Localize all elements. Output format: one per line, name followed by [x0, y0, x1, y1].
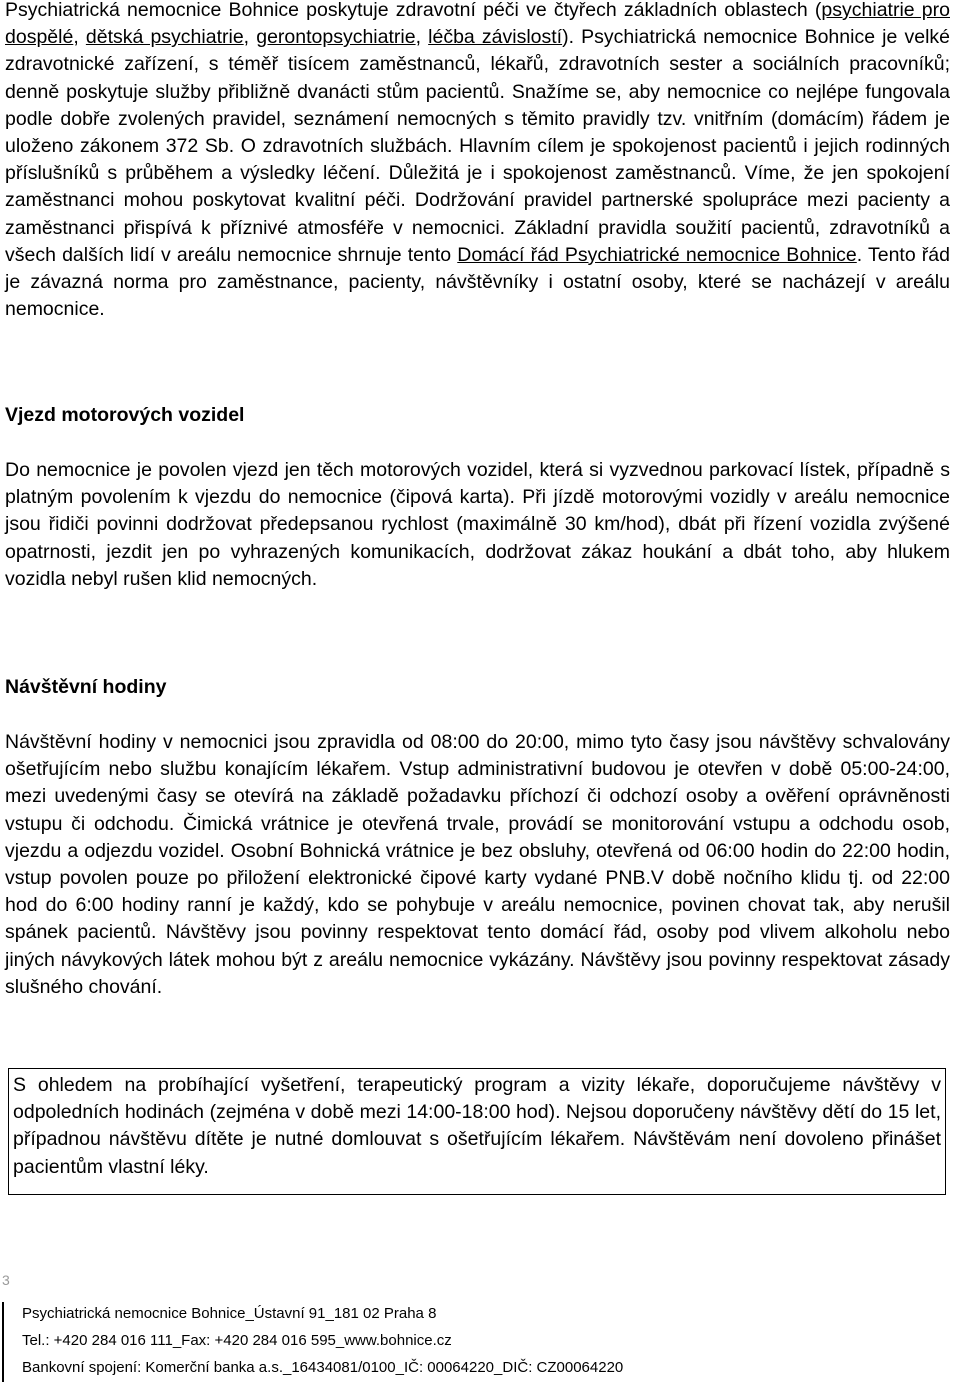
separator: , — [243, 26, 257, 49]
link-child-psychiatry[interactable]: dětská psychiatrie — [85, 26, 244, 49]
footer-contact: Tel.: +420 284 016 111_Fax: +420 284 016 595_www.bohnice.cz — [22, 1332, 452, 1349]
link-psychiatry-adults[interactable]: psychiatrie pro dospělé — [5, 0, 950, 49]
link-house-rules[interactable]: Domácí řád Psychiatrické nemocnice Bohnice — [457, 243, 857, 266]
vehicle-entry-paragraph: Do nemocnice je povolen vjezd jen těch motorových vozidel, která si vyzvednou parkovací lístek, případně s platným povolením k vjezdu do nemocnice (čipová karta). Při jízdě motorovými vozidly v areálu nemocnice jsou řidiči povinni dodržovat předepsanou rychlost (maximálně 30 km/hod), dbát při řízení vozidla zvýšené opatrnosti, jezdit jen po vyhrazených komunikacích, dodržovat zákaz houkání a dbát toho, aby hlukem vozidla nebyl rušen klid nemocných. — [5, 459, 950, 590]
intro-text-2: ). Psychiatrická nemocnice Bohnice je velké zdravotnické zařízení, s téměř tisícem zaměstnanců, lékařů, zdravotních sester a sociálních pracovníků; denně poskytuje služby přibližně dvanácti stům pacientů. Snažíme se, aby nemocnice co nejlépe fungovala podle dobře zvolených pravidel, seznámení nemocných s těmito pravidly tzv. vnitřním (domácím) řádem je uloženo zákonem 372 Sb. O zdravotních službách. Hlavním cílem je spokojenost pacientů i jejich rodinných příslušníků s průběhem a výsledky léčení. Důležitá je i spokojenost zaměstnanců. Víme, že jen spokojení zaměstnanci mohou poskytovat kvalitní péči. Dodržování pravidel partnerské spolupráce mezi pacienty a zaměstnanci přispívá k příznivé atmosféře v nemocnici. Základní pravidla soužití pacientů, zdravotníků a všech dalších lidí v areálu nemocnice shrnuje tento — [5, 26, 951, 266]
intro-paragraph — [5, 0, 950, 323]
footer — [22, 1300, 623, 1381]
intro-text-3: . Tento řád je závazná norma pro zaměstnance, pacienty, návštěvníky i ostatní osoby, které se nacházejí v areálu nemocnice. — [5, 243, 950, 321]
section-heading-visiting-hours: Návštěvní hodiny — [5, 676, 167, 698]
link-gerontopsychiatry[interactable]: gerontopsychiatrie — [256, 26, 416, 49]
footer-bank: Bankovní spojení: Komerční banka a.s._16434081/0100_IČ: 00064220_DIČ: CZ00064220 — [22, 1359, 624, 1376]
visiting-recommendation-box — [8, 1068, 946, 1195]
visiting-hours-paragraph: Návštěvní hodiny v nemocnici jsou zpravidla od 08:00 do 20:00, mimo tyto časy jsou návštěvy schvalovány ošetřujícím nebo službu konajícím lékařem. Vstup administrativní budovou je otevřen v době 05:00-24:00, mezi uvedenými časy se otevírá na základě požadavku příchozí či odchozí osoby a ověření oprávněnosti vstupu či odchodu. Čimická vrátnice je otevřená trvale, provádí se monitorování vstupu a odchodu osob, vjezdu a odjezdu vozidel. Osobní Bohnická vrátnice je bez obsluhy, otevřená od 06:00 hodin do 22:00 hodin, vstup povolen pouze po přiložení elektronické čipové karty vydané PNB.V době nočního klidu tj. od 22:00 hod do 6:00 hodiny ranní je každý, kdo se pohybuje v areálu nemocnice, povinen chovat tak, aby nerušil spánek pacientů. Návštěvy jsou povinny respektovat tento domácí řád, osoby pod vlivem alkoholu nebo jiných návykových látek mohou být z areálu nemocnice vykázány. Návštěvy jsou povinny respektovat zásady slušného chování. — [5, 731, 950, 998]
separator: , — [415, 26, 429, 49]
section-heading-vehicle-entry: Vjezd motorových vozidel — [5, 404, 245, 426]
intro-text-1: Psychiatrická nemocnice Bohnice poskytuje zdravotní péči ve čtyřech základních oblastech ( — [5, 0, 822, 21]
footer-divider — [2, 1302, 4, 1382]
separator: , — [73, 26, 86, 49]
link-addiction-treatment[interactable]: léčba závislostí — [428, 26, 563, 49]
footer-address: Psychiatrická nemocnice Bohnice_Ústavní 91_181 02 Praha 8 — [22, 1305, 437, 1322]
page-number: 3 — [2, 1272, 10, 1288]
visiting-recommendation-text: S ohledem na probíhající vyšetření, terapeutický program a vizity lékaře, doporučujeme návštěvy v odpoledních hodinách (zejména v době mezi 14:00-18:00 hod). Nejsou doporučeny návštěvy dětí do 15 let, případnou návštěvu dítěte je nutné domlouvat s ošetřujícím lékařem. Návštěvám není dovoleno přinášet pacientům vlastní léky. — [13, 1074, 941, 1178]
